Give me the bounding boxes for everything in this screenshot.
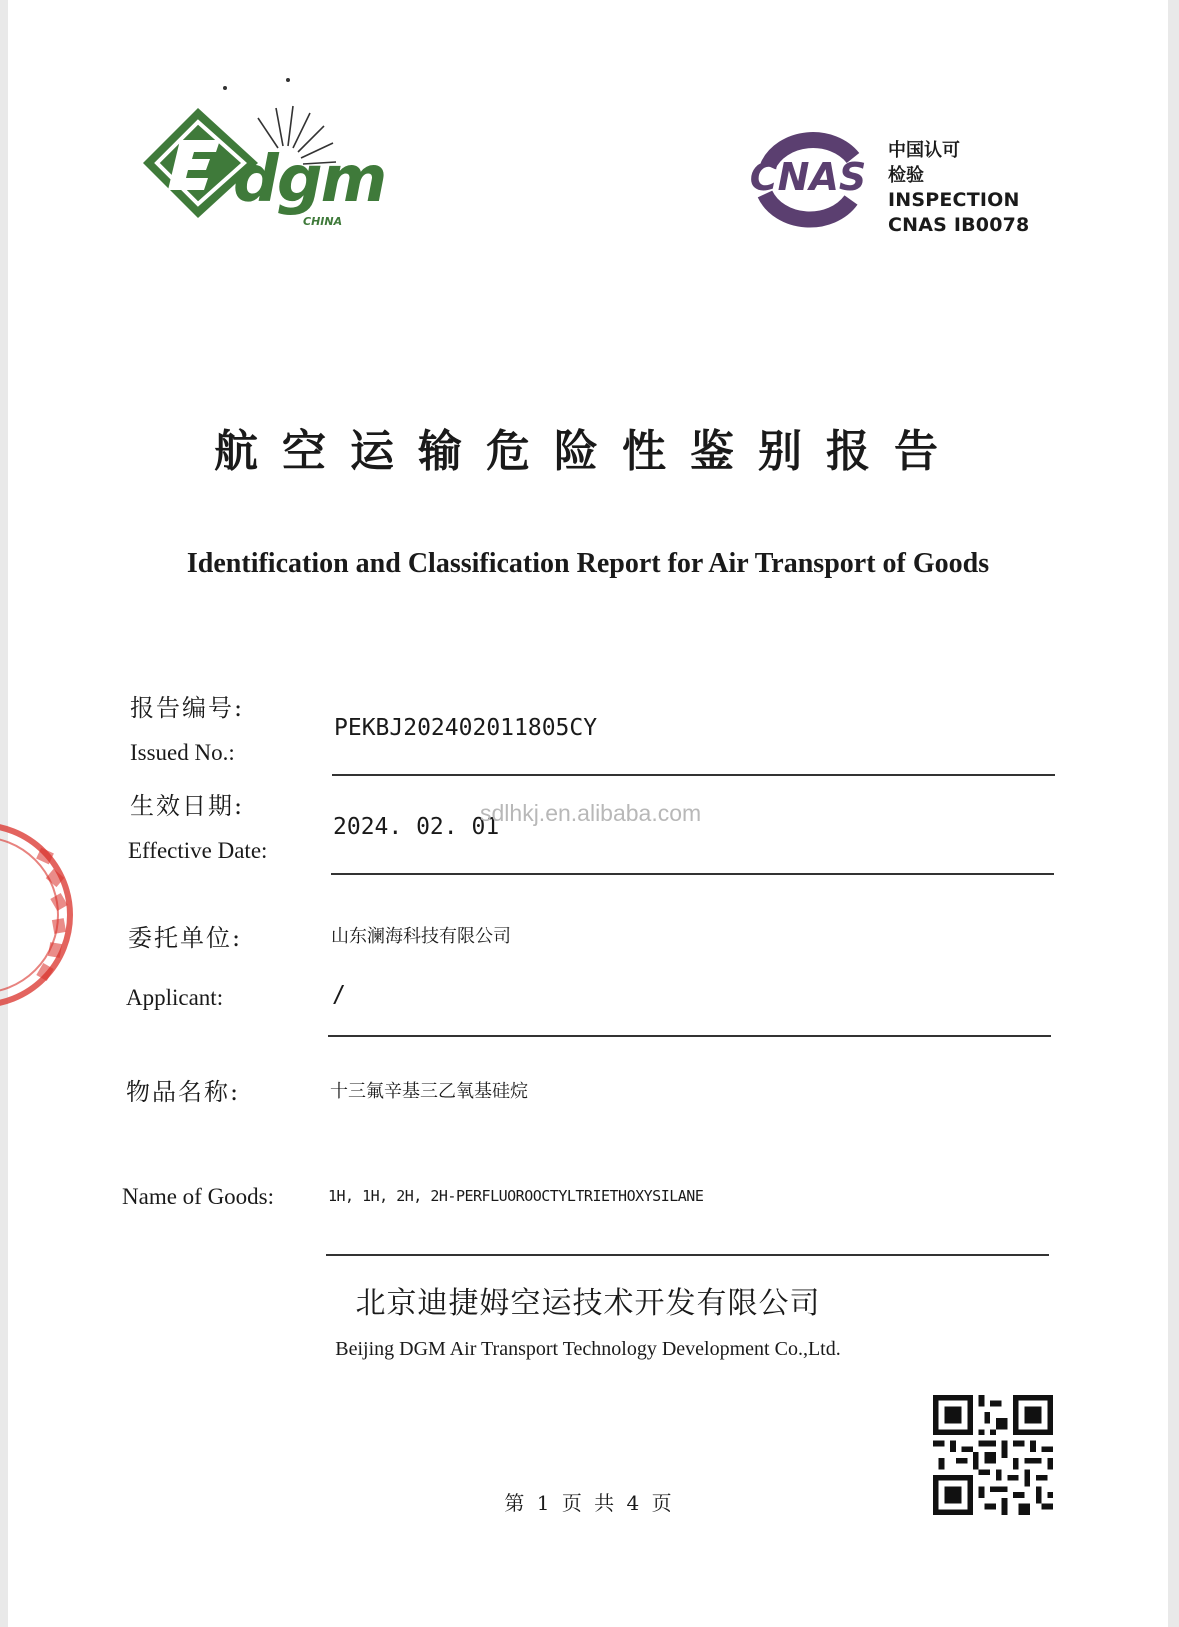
goods-underline bbox=[326, 1254, 1049, 1256]
effective-date-value: 2024. 02. 01 bbox=[333, 814, 500, 840]
cnas-accreditation bbox=[888, 138, 1029, 238]
dgm-logo bbox=[138, 78, 408, 248]
issued-no-value: PEKBJ202402011805CY bbox=[334, 715, 598, 741]
company-seal-stamp bbox=[0, 810, 80, 1020]
goods-value-en: 1H, 1H, 2H, 2H-PERFLUOROOCTYLTRIETHOXYSILANE bbox=[328, 1187, 704, 1205]
goods-label-en: Name of Goods: bbox=[122, 1184, 275, 1209]
dgm-wordmark: dgm bbox=[233, 143, 386, 217]
effective-date-label-en: Effective Date: bbox=[128, 838, 268, 863]
cnas-line-1: 中国认可 bbox=[888, 140, 960, 161]
cnas-line-2: 检验 bbox=[888, 165, 924, 186]
company-name-cn: 北京迪捷姆空运技术开发有限公司 bbox=[355, 1286, 821, 1321]
applicant-value-cn: 山东澜海科技有限公司 bbox=[331, 926, 511, 947]
goods-value-cn: 十三氟辛基三乙氧基硅烷 bbox=[330, 1081, 528, 1102]
dgm-china-label: CHINA bbox=[303, 215, 343, 228]
report-page bbox=[8, 0, 1168, 1627]
issued-no-underline bbox=[332, 774, 1055, 776]
cnas-emblem-icon bbox=[743, 128, 873, 230]
report-title-cn: 航空运输危险性鉴别报告 bbox=[214, 426, 962, 477]
effective-date-underline bbox=[331, 873, 1054, 875]
cnas-logo bbox=[743, 128, 873, 230]
applicant-underline bbox=[328, 1035, 1051, 1037]
goods-label-cn: 物品名称: bbox=[126, 1078, 241, 1106]
applicant-label-cn: 委托单位: bbox=[128, 924, 243, 952]
company-name-en: Beijing DGM Air Transport Technology Development Co.,Ltd. bbox=[335, 1338, 841, 1360]
page-number: 第 1 页 共 4 页 bbox=[504, 1491, 672, 1515]
seal-icon bbox=[0, 810, 80, 1020]
applicant-value-en: / bbox=[332, 982, 346, 1008]
applicant-label-en: Applicant: bbox=[126, 985, 224, 1010]
cnas-line-4: CNAS IB0078 bbox=[888, 214, 1030, 236]
watermark: sdlhkj.en.alibaba.com bbox=[480, 800, 702, 826]
issued-no-label-cn: 报告编号: bbox=[130, 694, 245, 722]
cnas-logo-text: CNAS bbox=[749, 155, 867, 199]
effective-date-label-cn: 生效日期: bbox=[130, 792, 245, 820]
cnas-line-3: INSPECTION bbox=[888, 189, 1020, 211]
report-title-en: Identification and Classification Report for Air Transport of Goods bbox=[186, 548, 990, 579]
issued-no-label-en: Issued No.: bbox=[130, 740, 235, 765]
